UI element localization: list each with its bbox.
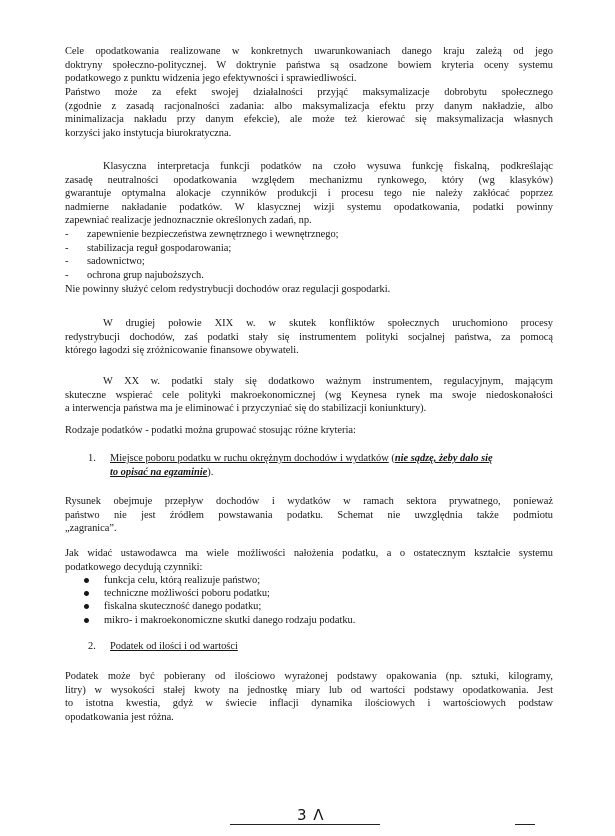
list-item: mikro- i makroekonomiczne skutki danego rodzaju podatku.	[80, 614, 510, 627]
text-line: opodatkowania jest różna.	[65, 711, 174, 723]
paragraph-goals	[65, 45, 553, 86]
text-line: litry) w wysokości stałej kwoty na jednostkę miary lub od wartości podstawy opodatkowania. Jest	[65, 684, 553, 696]
item-title: Podatek od ilości i od wartości	[110, 641, 238, 652]
paragraph-legislator	[65, 547, 553, 574]
note-line-1: nie sądzę, żeby dało się	[394, 453, 493, 464]
list-item: fiskalna skuteczność danego podatku;	[80, 600, 510, 613]
text-line: którego łagodzi się zróżnicowanie finansowe obywateli.	[65, 345, 299, 357]
paragraph-classic	[65, 160, 553, 228]
list-item: funkcja celu, którą realizuje państwo;	[80, 574, 510, 587]
numbered-item-2	[88, 640, 548, 656]
paragraph-types	[65, 424, 553, 438]
text-line: podatkowego decydują czynniki:	[65, 561, 203, 573]
list-item: - zapewnienie bezpieczeństwa zewnętrznego i wewnętrznego;	[65, 228, 535, 242]
item-number: 1.	[88, 453, 96, 464]
page-number: 3 Λ	[297, 806, 325, 824]
text-line: zasadę neutralności opodatkowania względem mechanizmu rynkowego, który (wg klasyków)	[65, 174, 553, 186]
text-line: minimalizacja nakładu przy danym efekcie), ale może też kierować się maksymalizacja własnych	[65, 114, 553, 126]
text-line: Cele opodatkowania realizowane w konkretnych uwarunkowaniach danego kraju zależą od jego	[65, 46, 553, 57]
list-item: - ochrona grup najuboższych.	[65, 269, 535, 283]
footer-rule-short	[515, 824, 535, 825]
text-line: zapewniać realizacje jednoznacznie określonych zadań, np.	[65, 215, 312, 227]
tasks-list	[65, 228, 535, 282]
list-item: techniczne możliwości poboru podatku;	[80, 587, 510, 600]
text-line: Państwo może za efekt swojej działalności przyjąć maksymalizacje dobrobytu społecznego	[65, 87, 553, 98]
text-line: doktryny społeczno-politycznej. W doktrynie państwa są osadzone bowiem kryteria oceny systemu	[65, 59, 553, 71]
note-close: ).	[207, 466, 214, 478]
item-title: Miejsce poboru podatku w ruchu okrężnym dochodów i wydatków	[110, 453, 389, 464]
text-line: korzyści jako instytucja biurokratyczna.	[65, 127, 232, 139]
list-item: - sadownictwo;	[65, 255, 535, 269]
paragraph-xix	[65, 317, 553, 358]
text-line: redystrybucji dochodów, zaś podatki stały się instrumentem polityki socjalnej państwa, za pomocą	[65, 331, 553, 343]
numbered-item-1	[88, 452, 548, 482]
text-line: państwo nie jest źródłem powstawania podatku. Schemat nie uwzględnia także podmiotu	[65, 509, 553, 521]
text-line: skuteczne wspierać cele polityki makroekonomicznej (wg Keynesa rynek ma swoje niedoskonałości	[65, 389, 553, 401]
note-open: (	[388, 453, 395, 464]
text-line: Jak widać ustawodawca ma wiele możliwości nałożenia podatku, a o ostatecznym kształcie systemu	[65, 548, 553, 559]
item-text	[110, 452, 550, 479]
note-line-2: to opisać na egzaminie	[110, 466, 208, 478]
text-line: „zagranica”.	[65, 523, 117, 535]
text-line: podatkowego z punktu widzenia jego efektywności i sprawiedliwości.	[65, 73, 357, 85]
list-item: - stabilizacja reguł gospodarowania;	[65, 242, 535, 256]
text-line: Klasyczna interpretacja funkcji podatków na czoło wysuwa funkcję fiskalną, podkreślając	[103, 161, 553, 172]
text-line: to istotna kwestia, gdyż w świecie inflacji dynamika ilościowych i wartościowych podstaw	[65, 698, 553, 710]
text-line: nadmierne nakładanie podatków. W klasycznej wizji systemu opodatkowania, podatki powinny	[65, 201, 553, 213]
text-line: Rysunek obejmuje przepływ dochodów i wydatków w ramach sektora prywatnego, ponieważ	[65, 496, 553, 507]
text-line: Podatek może być pobierany od ilościowo wyrażonej podstawy opakowania (np. sztuki, kilogramy,	[65, 671, 553, 682]
paragraph-quantity-value	[65, 670, 553, 724]
text-line: W XX w. podatki stały się dodatkowo ważnym instrumentem, regulacyjnym, mającym	[103, 376, 553, 387]
paragraph-xx	[65, 375, 553, 416]
item-number: 2.	[88, 641, 96, 652]
text-line: gwarantuje optymalna alokacje czynników produkcji i procesu tego nie należy zakłócać poprzez	[65, 188, 553, 200]
text-line: a interwencja państwa ma je eliminować i przyczyniać się do stabilizacji koniunktury).	[65, 403, 427, 415]
paragraph-state	[65, 86, 553, 140]
text-line: Nie powinny służyć celom redystrybucji dochodów oraz regulacji gospodarki.	[65, 284, 391, 295]
text-line: Rodzaje podatków - podatki można grupować stosując różne kryteria:	[65, 425, 356, 436]
paragraph-classic-end	[65, 283, 553, 297]
text-line: W drugiej połowie XIX w. w skutek konfliktów społecznych uruchomiono procesy	[103, 318, 553, 329]
footer-rule	[230, 824, 380, 825]
text-line: (zgodnie z zasadą racjonalności zadania: albo maksymalizacja efektu przy danym nakładzie, albo	[65, 100, 553, 112]
paragraph-figure	[65, 495, 553, 536]
factors-list	[80, 574, 510, 627]
